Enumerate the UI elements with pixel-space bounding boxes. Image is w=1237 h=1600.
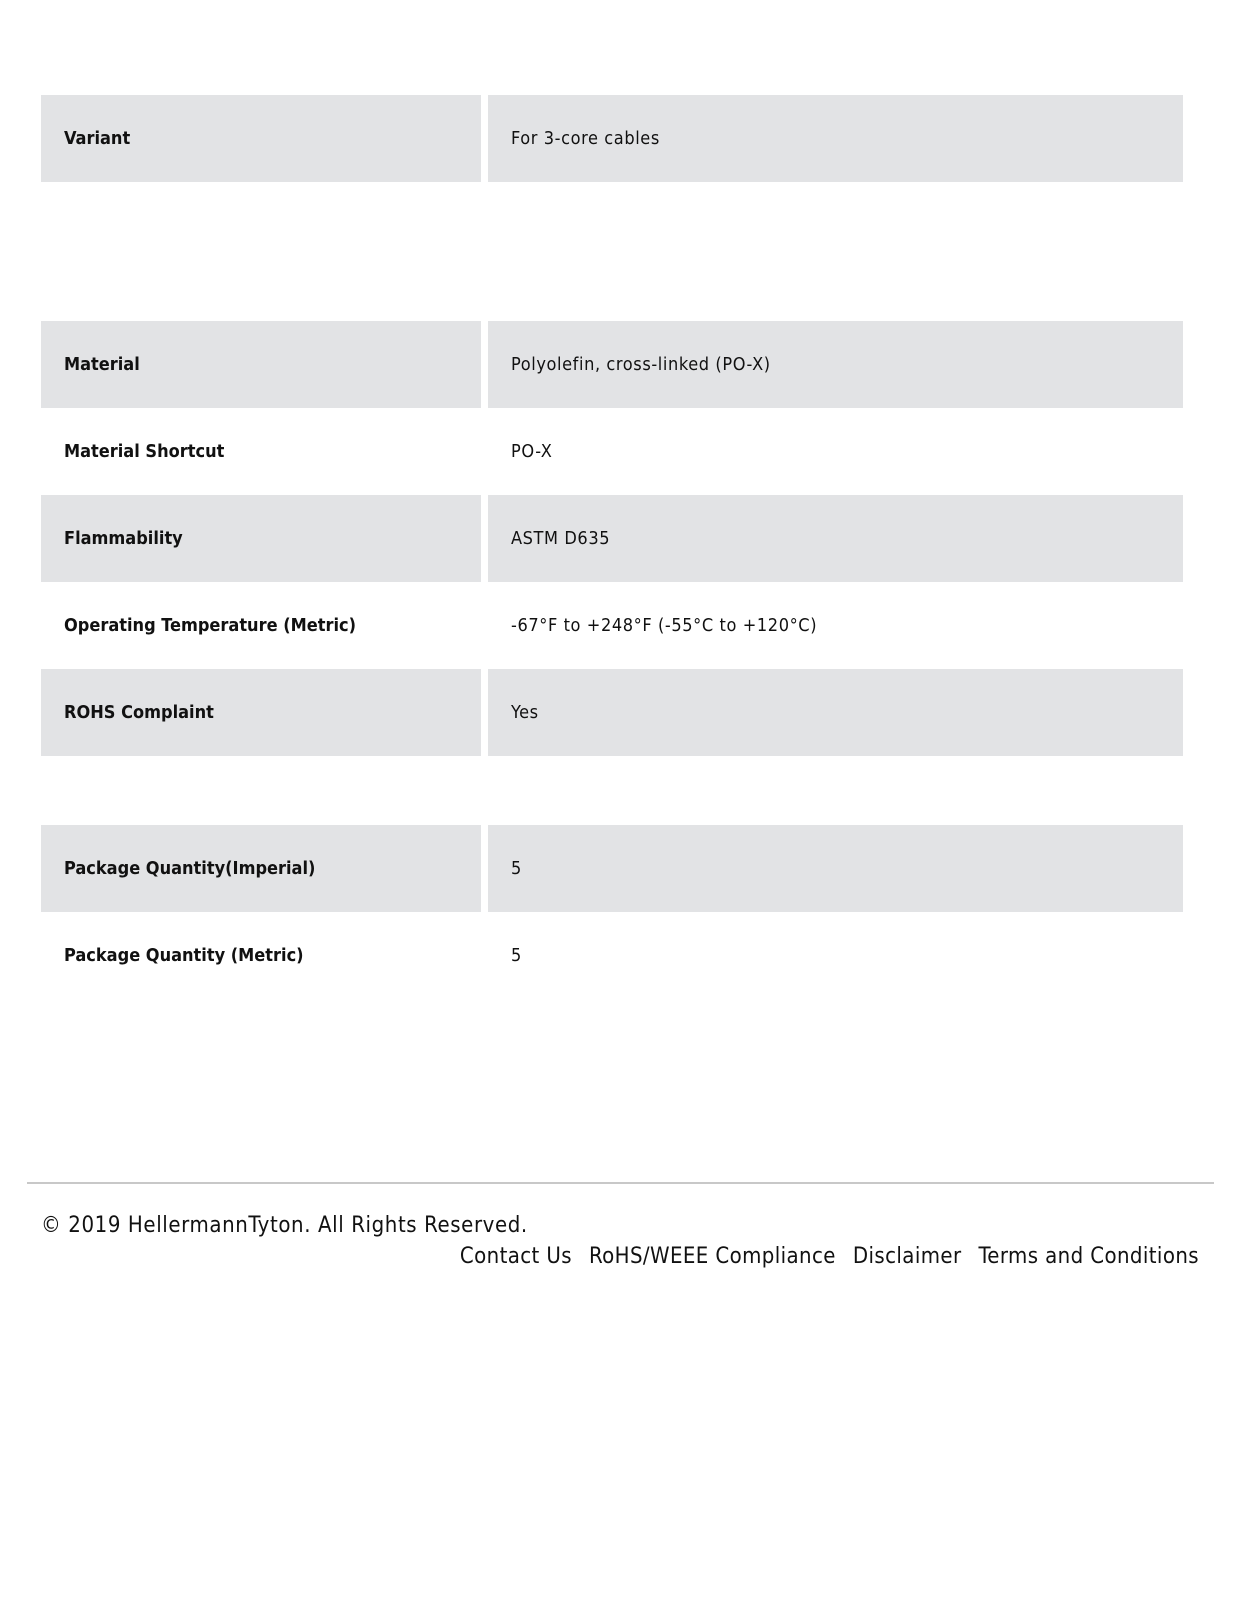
spec-row-operating-temperature — [41, 582, 1183, 669]
package-spec-table — [41, 825, 1183, 999]
spec-value: PO-X — [511, 441, 553, 462]
spec-label: Material Shortcut — [64, 441, 225, 462]
spec-value: Polyolefin, cross-linked (PO-X) — [488, 321, 1183, 408]
footer-links — [460, 1244, 1199, 1269]
spec-label: Operating Temperature (Metric) — [64, 615, 356, 636]
spec-value: -67°F to +248°F (-55°C to +120°C) — [511, 615, 818, 636]
spec-row-variant — [41, 95, 1183, 182]
spec-value: 5 — [488, 825, 1183, 912]
rohs-weee-compliance-link[interactable]: RoHS/WEEE Compliance — [588, 1244, 836, 1269]
spec-label: Variant — [41, 95, 481, 182]
spec-row-package-quantity-metric — [41, 912, 1183, 999]
material-spec-table — [41, 321, 1183, 756]
spec-label: Package Quantity(Imperial) — [41, 825, 481, 912]
copyright-text: © 2019 HellermannTyton. All Rights Reserved. — [41, 1213, 528, 1238]
terms-and-conditions-link[interactable]: Terms and Conditions — [978, 1244, 1199, 1269]
variant-spec-table — [41, 95, 1183, 182]
spec-row-flammability — [41, 495, 1183, 582]
spec-row-package-quantity-imperial — [41, 825, 1183, 912]
spec-value: Yes — [488, 669, 1183, 756]
spec-label: Material — [41, 321, 481, 408]
spec-value: For 3-core cables — [488, 95, 1183, 182]
spec-value: 5 — [511, 945, 522, 966]
footer-divider — [27, 1182, 1214, 1184]
disclaimer-link[interactable]: Disclaimer — [852, 1244, 962, 1269]
spec-label: Flammability — [41, 495, 481, 582]
spec-label: Package Quantity (Metric) — [64, 945, 304, 966]
spec-row-rohs-complaint — [41, 669, 1183, 756]
contact-us-link[interactable]: Contact Us — [459, 1244, 572, 1269]
spec-row-material — [41, 321, 1183, 408]
spec-value: ASTM D635 — [488, 495, 1183, 582]
spec-label: ROHS Complaint — [41, 669, 481, 756]
spec-row-material-shortcut — [41, 408, 1183, 495]
